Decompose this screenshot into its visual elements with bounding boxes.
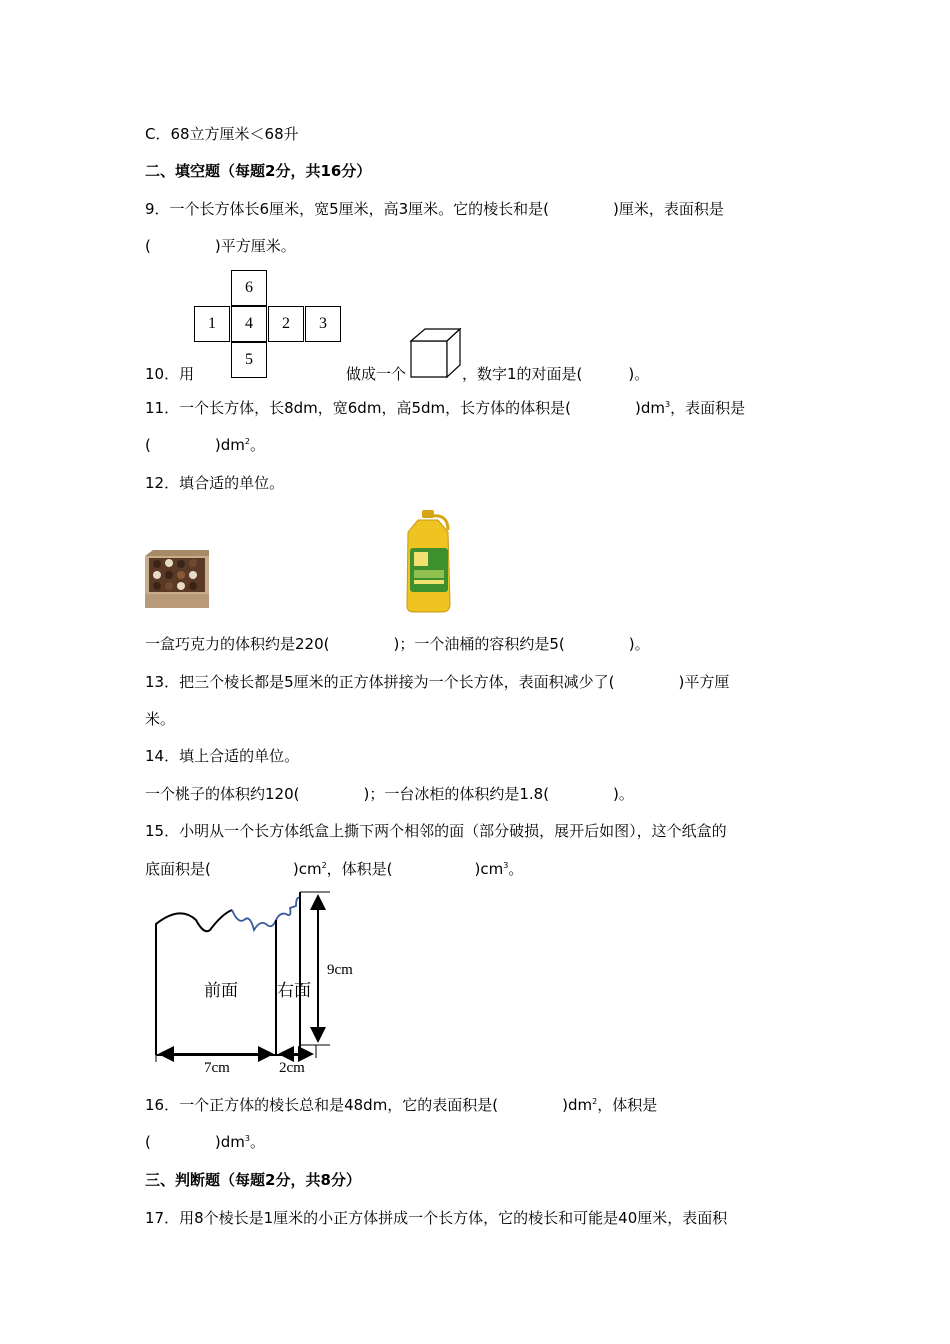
- question-17: 17．用8个棱长是1厘米的小正方体拼成一个长方体，它的棱长和可能是40厘米，表面积: [145, 1209, 728, 1227]
- q16-sup-1: 2: [592, 1097, 598, 1106]
- q16-text-f: 。: [249, 1133, 265, 1151]
- q12-text-b: )；一个油桶的容积约是5(: [393, 635, 565, 653]
- q11-text-a: 11．一个长方体，长8dm，宽6dm，高5dm，长方体的体积是(: [145, 399, 571, 417]
- question-13-line1: [145, 672, 729, 692]
- q11-text-c: ，表面积是: [670, 399, 746, 417]
- q11-text-d: (: [145, 436, 151, 454]
- torn-box-figure: [140, 890, 370, 1082]
- q12-text-a: 一盒巧克力的体积约是220(: [145, 635, 330, 653]
- question-14: 14．填上合适的单位。: [145, 747, 300, 765]
- question-11-line2: [145, 435, 265, 455]
- fig-label-width-2: 2cm: [279, 1060, 305, 1076]
- q16-text-c: ，体积是: [597, 1096, 658, 1114]
- q9-text-c: (: [145, 237, 151, 255]
- q15-text-e: 。: [508, 860, 524, 878]
- question-9-line1: [145, 199, 724, 219]
- q14-text-a: 一个桃子的体积约120(: [145, 785, 300, 803]
- net-cell-center: 4: [231, 306, 267, 342]
- q11-text-e: )dm: [214, 436, 245, 454]
- question-12-answer: [145, 634, 650, 654]
- q10-end: )。: [628, 365, 650, 383]
- section-title-fill-in: 二、填空题（每题2分，共16分）: [145, 162, 372, 180]
- question-11-line1: [145, 398, 745, 418]
- fig-label-width-7: 7cm: [204, 1060, 230, 1076]
- q11-sup-2: 2: [244, 437, 250, 446]
- q15-text-d: )cm: [474, 860, 504, 878]
- q15-sup-1: 2: [321, 861, 327, 870]
- q10-suffix: ，数字1的对面是(: [462, 365, 583, 383]
- q16-text-d: (: [145, 1133, 151, 1151]
- q15-sup-2: 3: [503, 861, 509, 870]
- q10-prefix: 10．用: [145, 365, 195, 383]
- q9-text-b: )厘米，表面积是: [613, 200, 724, 218]
- q16-text-b: )dm: [562, 1096, 593, 1114]
- q11-text-b: )dm: [634, 399, 665, 417]
- question-15-line1: 15．小明从一个长方体纸盒上撕下两个相邻的面（部分破损，展开后如图），这个纸盒的: [145, 822, 727, 840]
- q10-middle: 做成一个: [346, 365, 407, 383]
- question-14-answer: [145, 784, 634, 804]
- net-cell-right-1: 2: [268, 306, 304, 342]
- cube-icon: [408, 326, 464, 380]
- q13-text-a: 13．把三个棱长都是5厘米的正方体拼接为一个长方体，表面积减少了(: [145, 673, 615, 691]
- chocolate-box-image: [143, 548, 211, 610]
- q9-text-d: )平方厘米。: [214, 237, 296, 255]
- oil-barrel-image: [404, 508, 454, 614]
- net-cell-left: 1: [194, 306, 230, 342]
- fig-label-front: 前面: [204, 981, 238, 1000]
- fig-label-height: 9cm: [327, 962, 353, 978]
- net-cell-top: 6: [231, 270, 267, 306]
- question-16-line1: [145, 1095, 657, 1115]
- q13-text-b: )平方厘: [678, 673, 730, 691]
- q15-text-b: )cm: [292, 860, 322, 878]
- question-13-line2: 米。: [145, 710, 176, 728]
- q9-text-a: 9．一个长方体长6厘米，宽5厘米，高3厘米。它的棱长和是(: [145, 200, 550, 218]
- question-16-line2: [145, 1132, 265, 1152]
- option-c: C．68立方厘米＜68升: [145, 125, 299, 143]
- q10-suffix-line: [462, 364, 649, 384]
- q15-text-a: 底面积是(: [145, 860, 211, 878]
- fig-label-right: 右面: [277, 981, 311, 1000]
- question-15-line2: [145, 859, 523, 879]
- q16-text-a: 16．一个正方体的棱长总和是48dm，它的表面积是(: [145, 1096, 499, 1114]
- q12-text-c: )。: [628, 635, 650, 653]
- net-cell-right-2: 3: [305, 306, 341, 342]
- q11-sup-1: 3: [664, 400, 671, 409]
- q14-text-c: )。: [613, 785, 634, 803]
- net-cell-bottom: 5: [231, 342, 267, 378]
- question-12: 12．填合适的单位。: [145, 474, 285, 492]
- q11-text-f: 。: [249, 436, 265, 454]
- q16-text-e: )dm: [214, 1133, 245, 1151]
- section-title-true-false: 三、判断题（每题2分，共8分）: [145, 1171, 361, 1189]
- q15-text-c: ，体积是(: [326, 860, 393, 878]
- q14-text-b: )；一台冰柜的体积约是1.8(: [363, 785, 550, 803]
- question-9-line2: [145, 236, 296, 256]
- q16-sup-2: 3: [244, 1134, 250, 1143]
